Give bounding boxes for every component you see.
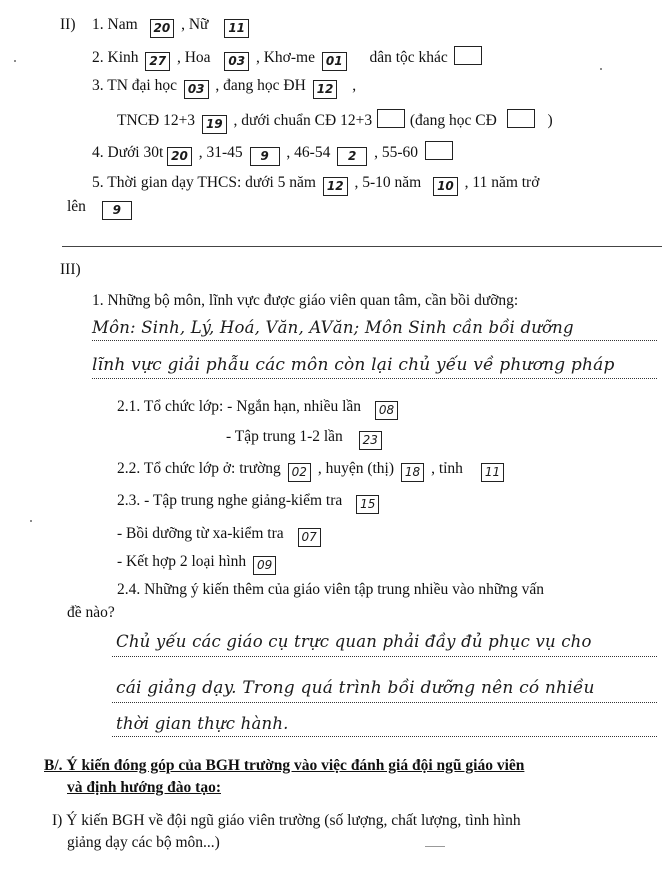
section-ii-label: II) — [60, 16, 76, 33]
question-2-3b — [117, 525, 324, 547]
section-divider — [62, 246, 662, 247]
handwritten-answer-2b: cái giảng dạy. Trong quá trình bồi dưỡng nên có nhiều — [116, 678, 595, 698]
answer-line — [112, 736, 657, 737]
female-count: 11 — [224, 19, 249, 38]
gender-row — [92, 16, 252, 38]
distance-learning-count: 07 — [298, 528, 321, 547]
male-count: 20 — [150, 19, 175, 38]
section-b-subtitle: và định hướng đào tạo: — [67, 779, 221, 796]
years-11-plus-label: , 11 năm trở — [464, 174, 540, 191]
district-label: , huyện (thị) — [317, 460, 395, 477]
university-count: 03 — [184, 80, 209, 99]
handwritten-answer-2a: Chủ yếu các giáo cụ trực quan phải đầy đủ phục vụ cho — [116, 632, 592, 651]
question-2-3c — [117, 553, 279, 575]
distance-learning-label: - Bồi dưỡng từ xa-kiểm tra — [117, 525, 284, 542]
degree-row — [92, 77, 356, 99]
college-count: 19 — [202, 115, 227, 134]
lecture-test-count: 15 — [356, 495, 379, 514]
at-school-label: 2.2. Tổ chức lớp ở: trường — [117, 460, 281, 477]
hoa-label: , Hoa — [176, 49, 211, 66]
years-5-10-count: 10 — [433, 177, 458, 196]
combined-label: - Kết hợp 2 loại hình — [117, 553, 247, 570]
under-5-years-label: 5. Thời gian dạy THCS: dưới 5 năm — [92, 174, 316, 191]
kinh-label: 2. Kinh — [92, 49, 139, 66]
college-label: TNCĐ 12+3 — [117, 112, 196, 129]
answer-line — [112, 702, 657, 703]
under-30-label: 4. Dưới 30t — [92, 144, 164, 161]
age-55-60-box — [425, 141, 453, 160]
scan-mark — [425, 846, 445, 847]
answer-line — [112, 656, 657, 657]
lecture-test-label: 2.3. - Tập trung nghe giảng-kiểm tra — [117, 492, 343, 509]
province-label: , tỉnh — [431, 460, 463, 477]
hoa-count: 03 — [224, 52, 249, 71]
studying-college-label: (đang học CĐ — [409, 112, 497, 129]
age-31-45-label: , 31-45 — [198, 144, 243, 161]
question-2-2 — [117, 460, 507, 482]
college-row — [117, 109, 553, 134]
handwritten-answer-1a: Môn: Sinh, Lý, Hoá, Văn, AVăn; Môn Sinh cần bồi dưỡng — [92, 318, 574, 337]
teaching-time-cont — [67, 198, 135, 220]
section-b-title: B/. Ý kiến đóng góp của BGH trường vào việc đánh giá đội ngũ giáo viên — [44, 757, 525, 774]
question-1: 1. Những bộ môn, lĩnh vực được giáo viên quan tâm, cần bồi dưỡng: — [92, 292, 519, 309]
question-2-1b — [226, 428, 385, 450]
other-ethnic-box — [454, 46, 482, 65]
at-school-count: 02 — [288, 463, 311, 482]
age-46-54-label: , 46-54 — [286, 144, 331, 161]
section-b-item-1-cont: giảng dạy các bộ môn...) — [67, 834, 220, 851]
age-55-60-label: , 55-60 — [374, 144, 418, 161]
question-2-4a: 2.4. Những ý kiến thêm của giáo viên tập trung nhiều vào những vấn — [117, 581, 545, 598]
years-11-plus-suffix: lên — [67, 198, 86, 215]
below-standard-box — [377, 109, 405, 128]
degree-comma: , — [352, 77, 357, 94]
scan-speck — [600, 68, 602, 70]
age-row — [92, 141, 456, 166]
district-count: 18 — [401, 463, 424, 482]
handwritten-answer-2c: thời gian thực hành. — [116, 714, 289, 733]
under-30-count: 20 — [167, 147, 192, 166]
concentrated-count: 23 — [359, 431, 382, 450]
studying-university-count: 12 — [313, 80, 338, 99]
answer-line — [92, 378, 657, 379]
years-5-10-label: , 5-10 năm — [354, 174, 422, 191]
khome-count: 01 — [322, 52, 347, 71]
ethnicity-row — [92, 46, 485, 71]
scan-speck — [14, 60, 16, 62]
khome-label: , Khơ-me — [255, 49, 315, 66]
kinh-count: 27 — [145, 52, 170, 71]
question-2-1a — [117, 398, 401, 420]
short-term-label: 2.1. Tổ chức lớp: - Ngắn hạn, nhiều lần — [117, 398, 362, 415]
handwritten-answer-1b: lĩnh vực giải phẫu các môn còn lại chủ yếu về phương pháp — [92, 355, 615, 375]
scan-speck — [30, 520, 32, 522]
studying-college-box — [507, 109, 535, 128]
section-b-item-1: I) Ý kiến BGH về đội ngũ giáo viên trường (số lượng, chất lượng, tình hình — [52, 812, 521, 829]
teaching-time-row — [92, 174, 539, 196]
question-2-3a — [117, 492, 382, 514]
university-label: 3. TN đại học — [92, 77, 177, 94]
below-standard-label: , dưới chuẩn CĐ 12+3 — [233, 112, 373, 129]
female-label: , Nữ — [181, 16, 209, 33]
short-term-count: 08 — [375, 401, 398, 420]
studying-college-close: ) — [547, 112, 553, 129]
under-5-years-count: 12 — [323, 177, 348, 196]
age-31-45-count: 9 — [250, 147, 280, 166]
male-label: 1. Nam — [92, 16, 138, 33]
question-2-4b: đề nào? — [67, 604, 115, 621]
studying-university-label: , đang học ĐH — [215, 77, 306, 94]
section-iii-label: III) — [60, 261, 81, 278]
answer-line — [92, 340, 657, 341]
other-ethnic-label: dân tộc khác — [369, 49, 448, 66]
province-count: 11 — [481, 463, 504, 482]
concentrated-label: - Tập trung 1-2 lần — [226, 428, 343, 445]
years-11-plus-count: 9 — [102, 201, 132, 220]
age-46-54-count: 2 — [337, 147, 367, 166]
combined-count: 09 — [253, 556, 276, 575]
